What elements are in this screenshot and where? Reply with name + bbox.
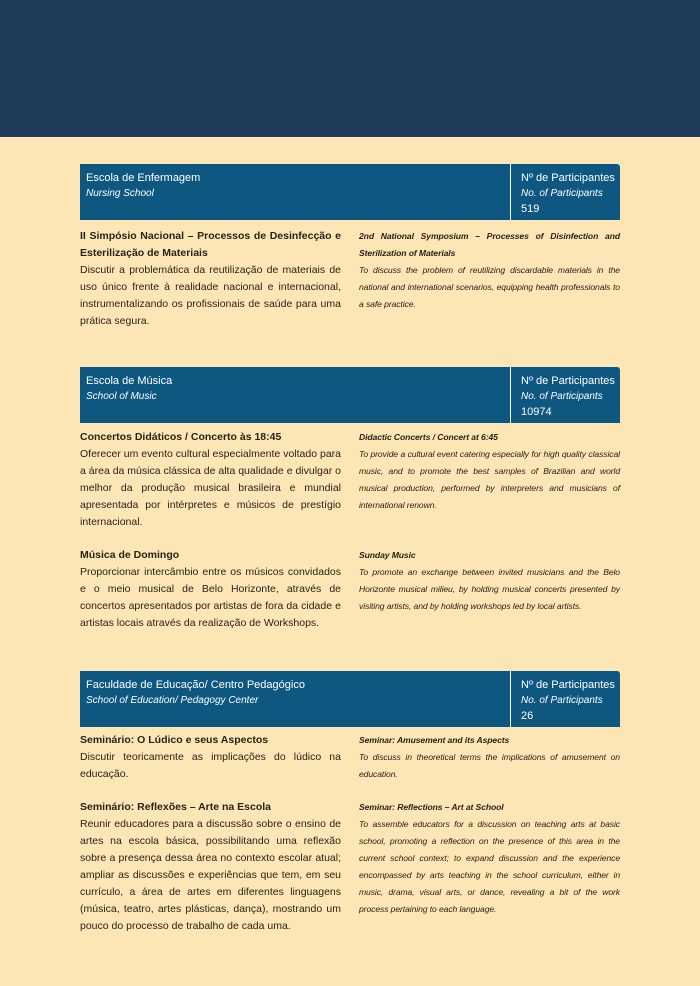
entry-body-en: To assemble educators for a discussion on teaching arts at basic school, promoting a reflection on the presence of this area in the current school context; to expand discussion and the experience encompassed by arts teaching in the school curriculum, either in music, drama, visual arts, or dance, revealing a bit of the work process pertaining to each language.	[359, 819, 620, 914]
entry-title-en: 2nd National Symposium – Processes of Disinfection and Sterilization of Materials	[359, 231, 620, 258]
activity-entry	[80, 732, 620, 799]
entry-title-en: Didactic Concerts / Concert at 6:45	[359, 432, 498, 442]
entry-body-pt: Discutir a problemática da reutilização de materiais de uso único frente à realidade nacional e internacional, instrumentalizando os profissionais de saúde para uma prática segura.	[80, 264, 341, 327]
top-banner	[0, 0, 700, 137]
activity-entry	[80, 547, 620, 637]
section-header	[80, 367, 620, 423]
entry-pt	[80, 228, 341, 330]
section-header	[80, 671, 620, 727]
entry-pt	[80, 547, 341, 632]
participants-count: 26	[521, 710, 534, 722]
entry-title-en: Seminar: Reflections – Art at School	[359, 802, 504, 812]
section-school-of-music	[80, 367, 620, 637]
entry-title-en: Sunday Music	[359, 550, 416, 560]
unit-name-en: School of Education/ Pedagogy Center	[86, 695, 259, 706]
entry-title-pt: II Simpósio Nacional – Processos de Desinfecção e Esterilização de Materiais	[80, 230, 341, 259]
entry-title-pt: Música de Domingo	[80, 549, 180, 561]
entry-en	[359, 547, 620, 615]
unit-name	[86, 678, 506, 708]
entry-en	[359, 228, 620, 313]
unit-name-en: Nursing School	[86, 188, 154, 199]
unit-name-pt: Escola de Música	[86, 375, 173, 387]
section-nursing-school	[80, 164, 620, 328]
participants-box	[510, 367, 620, 423]
entry-body-en: To discuss the problem of reutilizing discardable materials in the national and international scenarios, equipping health professionals to a safe practice.	[359, 265, 620, 309]
participants-label-en: No. of Participants	[521, 695, 603, 706]
participants-count: 519	[521, 203, 540, 215]
section-school-of-education	[80, 671, 620, 939]
participants-label-pt: Nº de Participantes	[521, 679, 615, 691]
entry-body-pt: Reunir educadores para a discussão sobre o ensino de artes na escola básica, possibilitando uma reflexão sobre a presença dessa área no contexto escolar atual; ampliar as discussões e experiências que tem, em seu currículo, a área de artes em diferentes linguagens (música, teatro, artes plásticas, dança), mostrando um pouco do processo de trabalho de cada uma.	[80, 818, 341, 932]
activity-entry	[80, 429, 620, 547]
unit-name-pt: Escola de Enfermagem	[86, 172, 201, 184]
activity-entry	[80, 799, 620, 939]
entry-pt	[80, 799, 341, 935]
entry-en	[359, 732, 620, 783]
entry-pt	[80, 732, 341, 783]
participants-label-pt: Nº de Participantes	[521, 375, 615, 387]
unit-name	[86, 171, 506, 201]
entry-title-pt: Seminário: Reflexões – Arte na Escola	[80, 801, 272, 813]
participants-label-en: No. of Participants	[521, 188, 603, 199]
entry-title-en: Seminar: Amusement and its Aspects	[359, 735, 510, 745]
participants-label-pt: Nº de Participantes	[521, 172, 615, 184]
entry-body-pt: Oferecer um evento cultural especialmente voltado para a área da música clássica de alta qualidade e divulgar o melhor da produção musical brasileira e mundial apresentada por intérpretes e músicos de prestígio internacional.	[80, 448, 341, 528]
entry-body-en: To provide a cultural event catering especially for high quality classical music, and to promote the best samples of Brazilian and world musical production, performed by interpreters and musicians of international renown.	[359, 449, 620, 510]
unit-name-en: School of Music	[86, 391, 157, 402]
activity-entry	[80, 228, 620, 328]
unit-name	[86, 374, 506, 404]
entry-en	[359, 429, 620, 514]
entry-title-pt: Concertos Didáticos / Concerto às 18:45	[80, 431, 282, 443]
entry-pt	[80, 429, 341, 531]
participants-box	[510, 671, 620, 727]
participants-label-en: No. of Participants	[521, 391, 603, 402]
participants-box	[510, 164, 620, 220]
entry-body-pt: Proporcionar intercâmbio entre os músicos convidados e o meio musical de Belo Horizonte, através de concertos apresentados por artistas de fora da cidade e artistas locais através da realização de Workshops.	[80, 566, 341, 629]
entry-body-pt: Discutir teoricamente as implicações do lúdico na educação.	[80, 751, 341, 780]
participants-count: 10974	[521, 406, 552, 418]
unit-name-pt: Faculdade de Educação/ Centro Pedagógico	[86, 679, 305, 691]
entry-en	[359, 799, 620, 918]
section-header	[80, 164, 620, 220]
entry-body-en: To discuss in theoretical terms the implications of amusement on education.	[359, 752, 620, 779]
entry-title-pt: Seminário: O Lúdico e seus Aspectos	[80, 734, 269, 746]
entry-body-en: To promote an exchange between invited musicians and the Belo Horizonte musical milieu, by holding musical concerts presented by visiting artists, and by holding workshops led by local artists.	[359, 567, 620, 611]
